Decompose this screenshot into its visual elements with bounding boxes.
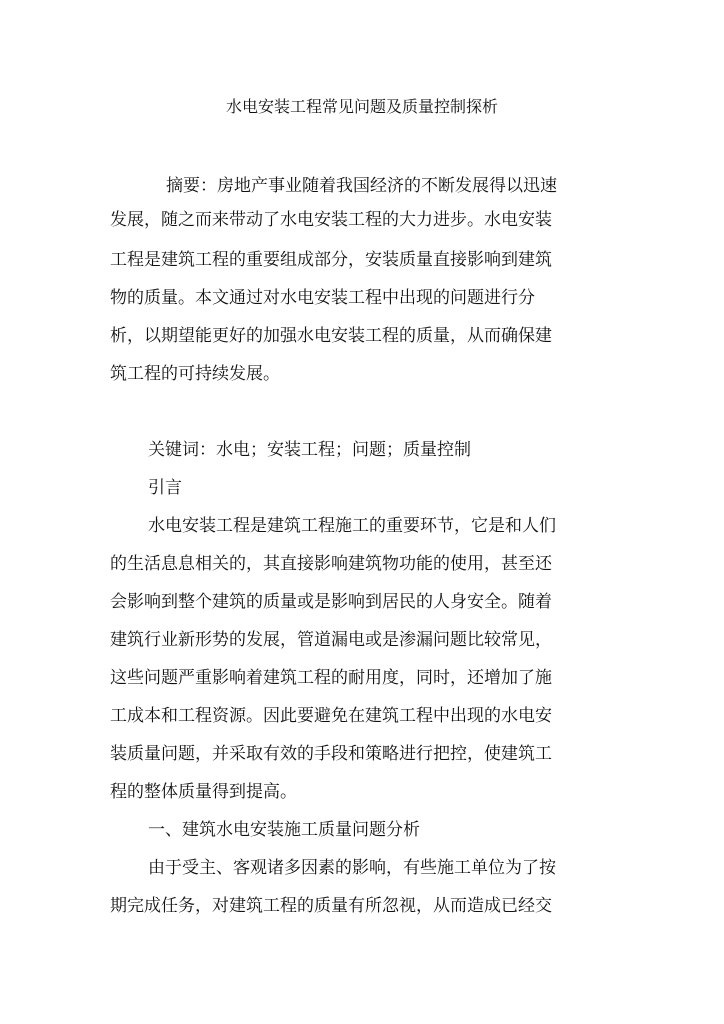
intro-heading: 引言: [148, 478, 182, 498]
keywords: 关键词：水电；安装工程；问题；质量控制: [148, 440, 471, 460]
section-line: 期完成任务，对建筑工程的质量有所忽视，从而造成已经交: [110, 896, 552, 916]
abstract-line: 筑工程的可持续发展。: [110, 364, 280, 384]
section-heading: 一、建筑水电安装施工质量问题分析: [148, 820, 420, 840]
abstract-line: 析，以期望能更好的加强水电安装工程的质量，从而确保建: [110, 326, 552, 346]
intro-line: 这些问题严重影响着建筑工程的耐用度，同时，还增加了施: [110, 668, 552, 688]
abstract-line: 工程是建筑工程的重要组成部分，安装质量直接影响到建筑: [110, 250, 552, 270]
intro-line: 装质量问题，并采取有效的手段和策略进行把控，使建筑工: [110, 744, 552, 764]
intro-line: 水电安装工程是建筑工程施工的重要环节，它是和人们: [148, 516, 556, 536]
abstract-line: 摘要：房地产事业随着我国经济的不断发展得以迅速: [166, 176, 557, 196]
abstract-line: 物的质量。本文通过对水电安装工程中出现的问题进行分: [110, 288, 535, 308]
section-line: 由于受主、客观诸多因素的影响，有些施工单位为了按: [148, 858, 556, 878]
intro-line: 建筑行业新形势的发展，管道漏电或是渗漏问题比较常见，: [110, 630, 552, 650]
intro-line: 工成本和工程资源。因此要避免在建筑工程中出现的水电安: [110, 706, 552, 726]
intro-line: 会影响到整个建筑的质量或是影响到居民的人身安全。随着: [110, 592, 552, 612]
intro-line: 程的整体质量得到提高。: [110, 782, 297, 802]
intro-line: 的生活息息相关的，其直接影响建筑物功能的使用，甚至还: [110, 554, 552, 574]
abstract-line: 发展，随之而来带动了水电安装工程的大力进步。水电安装: [110, 210, 552, 230]
document-title: 水电安装工程常见问题及质量控制探析: [225, 97, 498, 116]
